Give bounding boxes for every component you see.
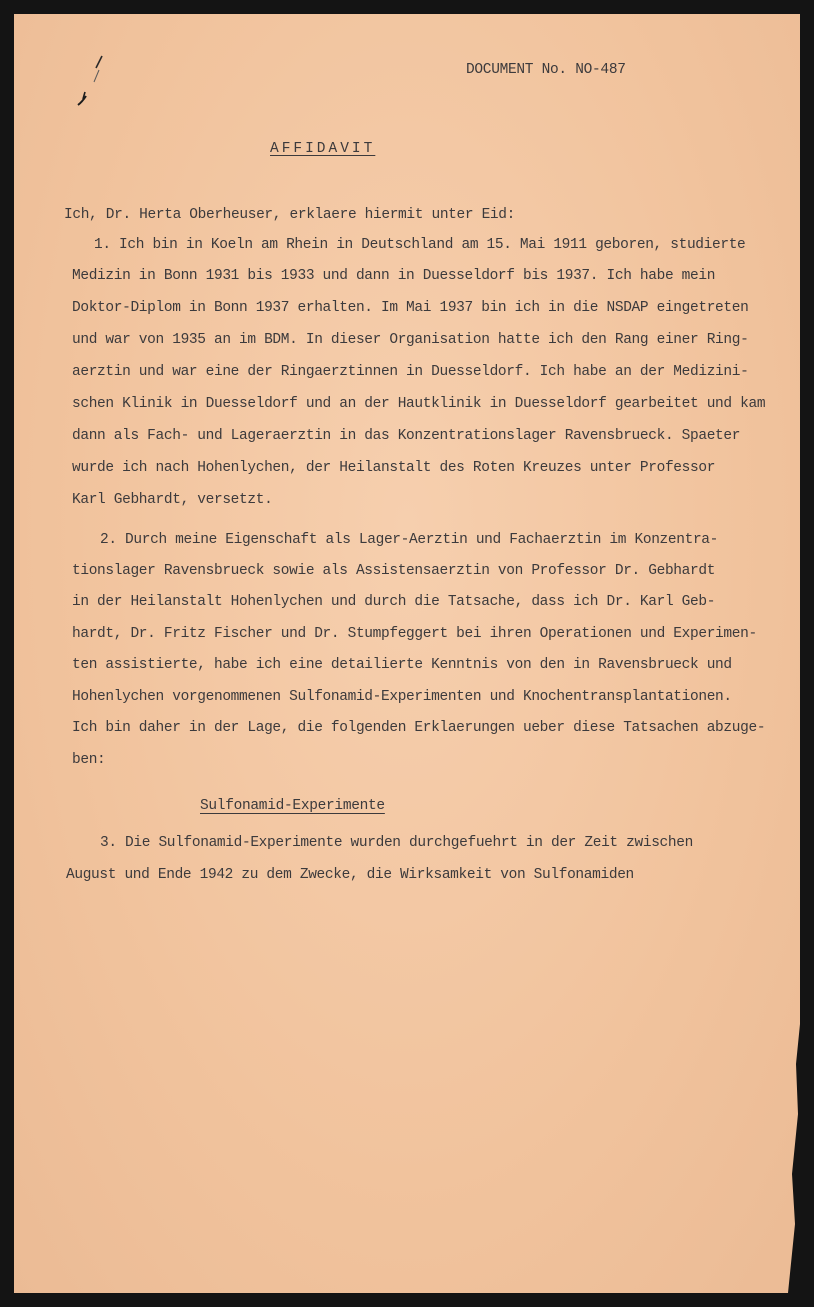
paragraph2-line: hardt, Dr. Fritz Fischer und Dr. Stumpfeggert bei ihren Operationen und Experimen- bbox=[72, 626, 757, 642]
paragraph1-line: dann als Fach- und Lageraerztin in das Konzentrationslager Ravensbrueck. Spaeter bbox=[72, 428, 741, 444]
paragraph2-line: in der Heilanstalt Hohenlychen und durch die Tatsache, dass ich Dr. Karl Geb- bbox=[72, 594, 716, 610]
paragraph1-line: Doktor-Diplom in Bonn 1937 erhalten. Im Mai 1937 bin ich in die NSDAP eingetreten bbox=[72, 300, 749, 316]
paragraph2-line: 2. Durch meine Eigenschaft als Lager-Aerztin und Fachaerztin im Konzentra- bbox=[100, 532, 719, 548]
paragraph3-line: 3. Die Sulfonamid-Experimente wurden durchgefuehrt in der Zeit zwischen bbox=[100, 835, 693, 851]
intro-line: Ich, Dr. Herta Oberheuser, erklaere hiermit unter Eid: bbox=[64, 207, 515, 223]
paragraph1-line: Medizin in Bonn 1931 bis 1933 und dann in Duesseldorf bis 1937. Ich habe mein bbox=[72, 268, 716, 284]
torn-edge bbox=[782, 1024, 800, 1293]
document-page bbox=[14, 14, 800, 1293]
paragraph1-line: und war von 1935 an im BDM. In dieser Organisation hatte ich den Rang einer Ring- bbox=[72, 332, 749, 348]
handwritten-mark bbox=[72, 52, 112, 112]
paragraph2-line: ten assistierte, habe ich eine detailierte Kenntnis von den in Ravensbrueck und bbox=[72, 657, 732, 673]
paragraph1-line: 1. Ich bin in Koeln am Rhein in Deutschland am 15. Mai 1911 geboren, studierte bbox=[94, 237, 746, 253]
paragraph1-line: aerztin und war eine der Ringaerztinnen in Duesseldorf. Ich habe an der Medizini- bbox=[72, 364, 749, 380]
paragraph2-line: Hohenlychen vorgenommenen Sulfonamid-Experimenten und Knochentransplantationen. bbox=[72, 689, 732, 705]
paragraph1-line: wurde ich nach Hohenlychen, der Heilanstalt des Roten Kreuzes unter Professor bbox=[72, 460, 716, 476]
paragraph3-line: August und Ende 1942 zu dem Zwecke, die Wirksamkeit von Sulfonamiden bbox=[66, 867, 634, 883]
paragraph1-line: schen Klinik in Duesseldorf und an der Hautklinik in Duesseldorf gearbeitet und kam bbox=[72, 396, 766, 412]
document-number: DOCUMENT No. NO-487 bbox=[466, 62, 626, 78]
paragraph2-line: Ich bin daher in der Lage, die folgenden Erklaerungen ueber diese Tatsachen abzuge- bbox=[72, 720, 766, 736]
paragraph2-line: tionslager Ravensbrueck sowie als Assistensaerztin von Professor Dr. Gebhardt bbox=[72, 563, 716, 579]
paragraph2-line: ben: bbox=[72, 752, 106, 768]
paragraph1-line: Karl Gebhardt, versetzt. bbox=[72, 492, 273, 508]
document-title: AFFIDAVIT bbox=[270, 141, 376, 157]
section-heading: Sulfonamid-Experimente bbox=[200, 798, 385, 814]
